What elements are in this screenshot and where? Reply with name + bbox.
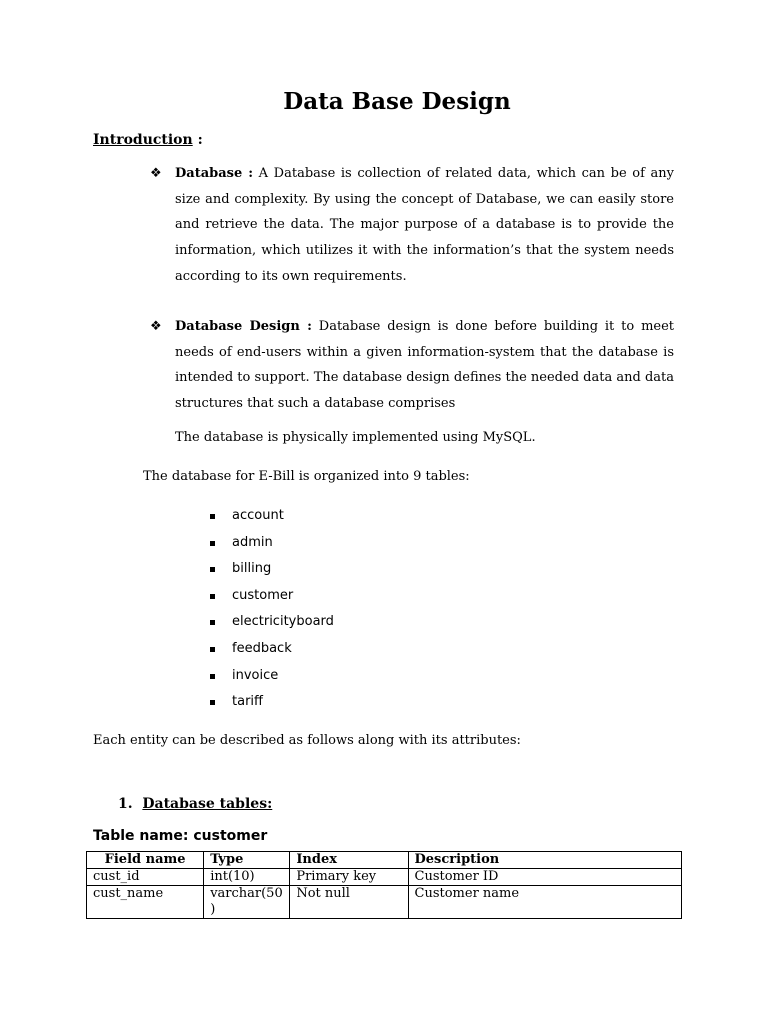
list-item — [207, 666, 334, 693]
intro-suffix: : — [192, 132, 203, 148]
page-title: Data Base Design — [283, 88, 511, 115]
list-item — [207, 639, 334, 666]
tables-list — [207, 506, 334, 719]
table-header-row — [87, 852, 682, 869]
header-description: Description — [408, 852, 681, 869]
cell-description: Customer ID — [408, 869, 681, 886]
bullet-heading: Database : — [175, 166, 254, 181]
square-bullet-icon — [210, 700, 215, 705]
square-bullet-icon — [210, 514, 215, 519]
header-field-name: Field name — [87, 852, 204, 869]
table-row — [87, 869, 682, 886]
intro-label: Introduction — [93, 132, 193, 148]
list-item — [207, 533, 334, 560]
cell-type: int(10) — [204, 869, 290, 886]
square-bullet-icon — [210, 567, 215, 572]
intro-heading — [93, 132, 203, 148]
table-list-label: feedback — [232, 640, 292, 656]
list-item — [207, 692, 334, 719]
table-list-label: billing — [232, 561, 272, 577]
bullet-text: A Database is collection of related data, which can be of any size and complexity. By using the concept of Database, we can easily store and retrieve the data. The major purpose of a database is to provide the information, which utilizes it with the information’s that the system needs according to its own requirements. — [175, 166, 674, 284]
cell-field-name: cust_id — [87, 869, 204, 886]
organized-note: The database for E-Bill is organized into 9 tables: — [143, 469, 470, 484]
list-item — [207, 612, 334, 639]
section-heading — [118, 796, 272, 812]
bullet-paragraph — [175, 314, 674, 417]
header-type: Type — [204, 852, 290, 869]
square-bullet-icon — [210, 647, 215, 652]
list-item — [207, 559, 334, 586]
table-name-heading: Table name: customer — [93, 828, 268, 844]
customer-fields-table — [86, 851, 682, 919]
cell-index: Not null — [290, 886, 408, 919]
diamond-bullet-icon: ❖ — [150, 319, 162, 334]
bullet-text: Database design is done before building it to meet needs of end-users within a given information-system that the database is intended to support. The database design defines the needed data and data structures that such a database comprises — [175, 319, 675, 412]
table-list-label: invoice — [232, 667, 279, 683]
bullet-database — [150, 161, 674, 290]
cell-field-name: cust_name — [87, 886, 204, 919]
physical-implementation-note: The database is physically implemented using MySQL. — [175, 430, 536, 445]
bullet-heading: Database Design : — [175, 319, 312, 334]
square-bullet-icon — [210, 620, 215, 625]
table-row — [87, 886, 682, 919]
entity-note: Each entity can be described as follows along with its attributes: — [93, 733, 521, 748]
table-list-label: admin — [232, 534, 273, 550]
cell-index: Primary key — [290, 869, 408, 886]
cell-description: Customer name — [408, 886, 681, 919]
header-index: Index — [290, 852, 408, 869]
list-item — [207, 586, 334, 613]
table-list-label: electricityboard — [232, 614, 334, 630]
table-list-label: account — [232, 508, 284, 523]
section-label: Database tables: — [142, 796, 273, 812]
cell-type: varchar(50 ) — [204, 886, 290, 919]
list-item — [207, 506, 334, 533]
bullet-database-design — [150, 314, 674, 417]
square-bullet-icon — [210, 541, 215, 546]
square-bullet-icon — [210, 674, 215, 679]
table-list-label: tariff — [232, 694, 263, 710]
section-number: 1. — [118, 796, 133, 812]
table-list-label: customer — [232, 587, 294, 603]
diamond-bullet-icon: ❖ — [150, 166, 162, 181]
bullet-paragraph — [175, 161, 674, 290]
square-bullet-icon — [210, 594, 215, 599]
